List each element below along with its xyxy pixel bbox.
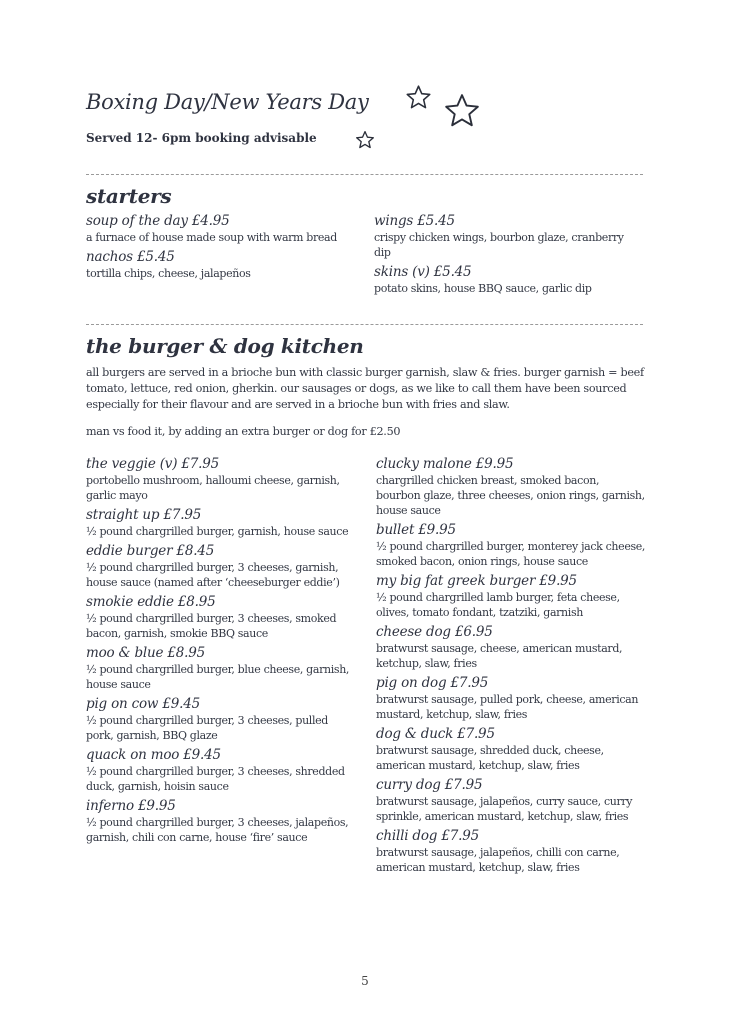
menu-item-name: wings £5.45 [374, 213, 455, 229]
menu-item-name: straight up £7.95 [86, 507, 202, 523]
menu-item-description: bratwurst sausage, pulled pork, cheese, american mustard, ketchup, slaw, fries [376, 693, 639, 721]
menu-item-description: chargrilled chicken breast, smoked bacon, bourbon glaze, three cheeses, onion rings, garnish, house sauce [376, 474, 645, 517]
star-icon [355, 130, 375, 150]
menu-item-name: my big fat greek burger £9.95 [376, 573, 577, 589]
burgers-left-column [86, 456, 358, 849]
burger-section-heading: the burger & dog kitchen [86, 334, 364, 358]
page-number: 5 [361, 974, 369, 988]
menu-item [376, 456, 646, 518]
menu-item-description: ½ pound chargrilled burger, 3 cheeses, shredded duck, garnish, hoisin sauce [86, 765, 345, 793]
menu-item [86, 747, 358, 794]
menu-item [86, 249, 366, 281]
menu-item [86, 213, 366, 245]
menu-item [376, 777, 646, 824]
menu-item [86, 798, 358, 845]
menu-item-name: moo & blue £8.95 [86, 645, 206, 661]
menu-item [376, 624, 646, 671]
menu-item-description: ½ pound chargrilled burger, garnish, house sauce [86, 525, 349, 538]
menu-item-name: chilli dog £7.95 [376, 828, 479, 844]
star-icon [405, 84, 432, 111]
page-title: Boxing Day/New Years Day [86, 90, 369, 114]
menu-item-description: portobello mushroom, halloumi cheese, garnish, garlic mayo [86, 474, 340, 502]
menu-item-description: bratwurst sausage, cheese, american mustard, ketchup, slaw, fries [376, 642, 623, 670]
menu-item [376, 726, 646, 773]
menu-item-name: eddie burger £8.45 [86, 543, 215, 559]
extra-burger-note: man vs food it, by adding an extra burger or dog for £2.50 [86, 425, 401, 438]
menu-item [376, 522, 646, 569]
menu-item [86, 594, 358, 641]
menu-item-name: the veggie (v) £7.95 [86, 456, 219, 472]
menu-item-name: quack on moo £9.45 [86, 747, 221, 763]
menu-item [376, 675, 646, 722]
menu-item-description: ½ pound chargrilled burger, blue cheese, garnish, house sauce [86, 663, 350, 691]
starters-right-column [374, 213, 624, 300]
menu-item-description: ½ pound chargrilled burger, 3 cheeses, pulled pork, garnish, BBQ glaze [86, 714, 328, 742]
menu-item [86, 696, 358, 743]
menu-item-description: crispy chicken wings, bourbon glaze, cranberry dip [374, 231, 624, 259]
menu-item [86, 456, 358, 503]
burgers-right-column [376, 456, 646, 879]
menu-item-name: inferno £9.95 [86, 798, 176, 814]
star-icon [443, 92, 481, 130]
menu-item-description: potato skins, house BBQ sauce, garlic dip [374, 282, 592, 295]
menu-item-name: clucky malone £9.95 [376, 456, 514, 472]
menu-item-description: bratwurst sausage, shredded duck, cheese, american mustard, ketchup, slaw, fries [376, 744, 604, 772]
menu-item-description: ½ pound chargrilled burger, 3 cheeses, smoked bacon, garnish, smokie BBQ sauce [86, 612, 337, 640]
menu-item-name: bullet £9.95 [376, 522, 456, 538]
menu-item [376, 573, 646, 620]
menu-item-description: a furnace of house made soup with warm bread [86, 231, 337, 244]
menu-item-name: pig on dog £7.95 [376, 675, 489, 691]
menu-item [86, 507, 358, 539]
menu-item-name: dog & duck £7.95 [376, 726, 495, 742]
menu-item-description: tortilla chips, cheese, jalapeños [86, 267, 251, 280]
menu-item-name: nachos £5.45 [86, 249, 175, 265]
starters-left-column [86, 213, 366, 285]
menu-item-name: smokie eddie £8.95 [86, 594, 216, 610]
menu-item [86, 645, 358, 692]
menu-item-name: cheese dog £6.95 [376, 624, 493, 640]
menu-item-description: ½ pound chargrilled burger, 3 cheeses, jalapeños, garnish, chili con carne, house ‘fire’ sauce [86, 816, 349, 844]
burger-intro-text: all burgers are served in a brioche bun with classic burger garnish, slaw & fries. burger garnish = beef tomato, lettuce, red onion, gherkin. our sausages or dogs, as we like to call them have been sourced especially for their flavour and are served in a brioche bun with fries and slaw. [86, 366, 644, 411]
menu-item-description: bratwurst sausage, jalapeños, curry sauce, curry sprinkle, american mustard, ketchup, slaw, fries [376, 795, 633, 823]
menu-item-name: soup of the day £4.95 [86, 213, 230, 229]
menu-item-description: ½ pound chargrilled lamb burger, feta cheese, olives, tomato fondant, tzatziki, garnish [376, 591, 620, 619]
menu-item-name: skins (v) £5.45 [374, 264, 472, 280]
menu-item-description: bratwurst sausage, jalapeños, chilli con carne, american mustard, ketchup, slaw, fries [376, 846, 620, 874]
starters-heading: starters [86, 184, 172, 208]
menu-item [374, 264, 624, 296]
section-divider [86, 174, 643, 175]
menu-item [374, 213, 624, 260]
menu-item-description: ½ pound chargrilled burger, 3 cheeses, garnish, house sauce (named after ‘cheeseburger eddie’) [86, 561, 340, 589]
menu-item-name: curry dog £7.95 [376, 777, 483, 793]
menu-item-name: pig on cow £9.45 [86, 696, 200, 712]
menu-item-description: ½ pound chargrilled burger, monterey jack cheese, smoked bacon, onion rings, house sauce [376, 540, 646, 568]
menu-item [376, 828, 646, 875]
serving-info: Served 12- 6pm booking advisable [86, 131, 317, 145]
section-divider [86, 324, 643, 325]
menu-item [86, 543, 358, 590]
